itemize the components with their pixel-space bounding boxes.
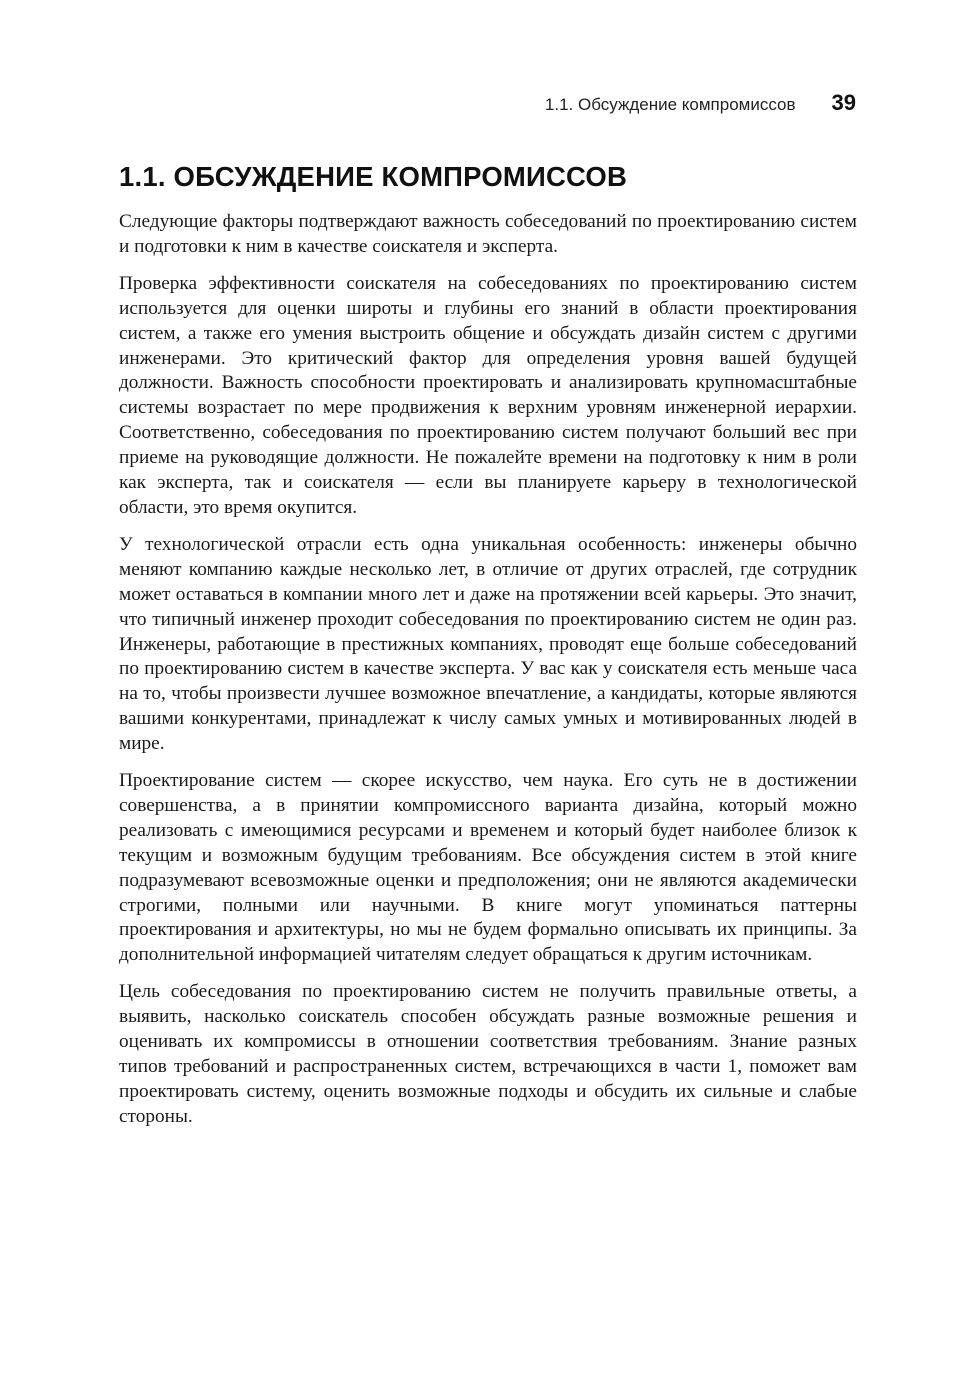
paragraph: У технологической отрасли есть одна уникальная особенность: инженеры обычно меняют компанию каждые несколько лет, в отличие от других отраслей, где сотрудник может оставаться в компании много лет и даже на протяжении всей карьеры. Это значит, что типичный инженер проходит собеседования по проектированию систем не один раз. Инженеры, работающие в престижных компаниях, проводят еще больше собеседований по проектированию систем в качестве эксперта. У вас как у соискателя есть меньше часа на то, чтобы произвести лучшее возможное впечатление, а кандидаты, которые являются вашими конкурентами, принадлежат к числу самых умных и мотивированных людей в мире. [119,533,857,755]
paragraph: Цель собеседования по проектированию систем не получить правильные ответы, а выявить, насколько соискатель способен обсуждать разные возможные решения и оценивать их компромиссы в отношении соответствия требованиям. Знание разных типов требований и распространенных систем, встречающихся в части 1, поможет вам проектировать систему, оценить возможные подходы и обсудить их сильные и слабые стороны. [119,981,857,1127]
page-number: 39 [831,90,856,115]
page-body [119,158,857,1142]
paragraph: Следующие факторы подтверждают важность собеседований по проектированию систем и подготовки к ним в качестве соискателя и эксперта. [119,211,857,257]
paragraph: Проверка эффективности соискателя на собеседованиях по проектированию систем используется для оценки широты и глубины его знаний в области проектирования систем, а также его умения выстроить общение и обсуждать дизайн систем с другими инженерами. Это критический фактор для определения уровня вашей будущей должности. Важность способности проектировать и анализировать крупномасштабные системы возрастает по мере продвижения к верхним уровням инженерной иерархии. Соответственно, собеседования по проектированию систем получают больший вес при приеме на руководящие должности. Не пожалейте времени на подготовку к ним в роли как эксперта, так и соискателя — если вы планируете карьеру в технологической области, это время окупится. [119,272,857,518]
paragraph: Проектирование систем — скорее искусство, чем наука. Его суть не в достижении совершенства, а в принятии компромиссного варианта дизайна, который можно реализовать с имеющимися ресурсами и временем и который будет наиболее близок к текущим и возможным будущим требованиям. Все обсуждения систем в этой книге подразумевают всевозможные оценки и предположения; они не являются академически строгими, полными или научными. В книге могут упоминаться паттерны проектирования и архитектуры, но мы не будем формально описывать их принципы. За дополнительной информацией читателям следует обращаться к другим источникам. [119,770,857,966]
running-header [545,90,856,116]
running-title: 1.1. Обсуждение компромиссов [544,95,796,114]
section-heading: 1.1. ОБСУЖДЕНИЕ КОМПРОМИССОВ [119,161,628,192]
